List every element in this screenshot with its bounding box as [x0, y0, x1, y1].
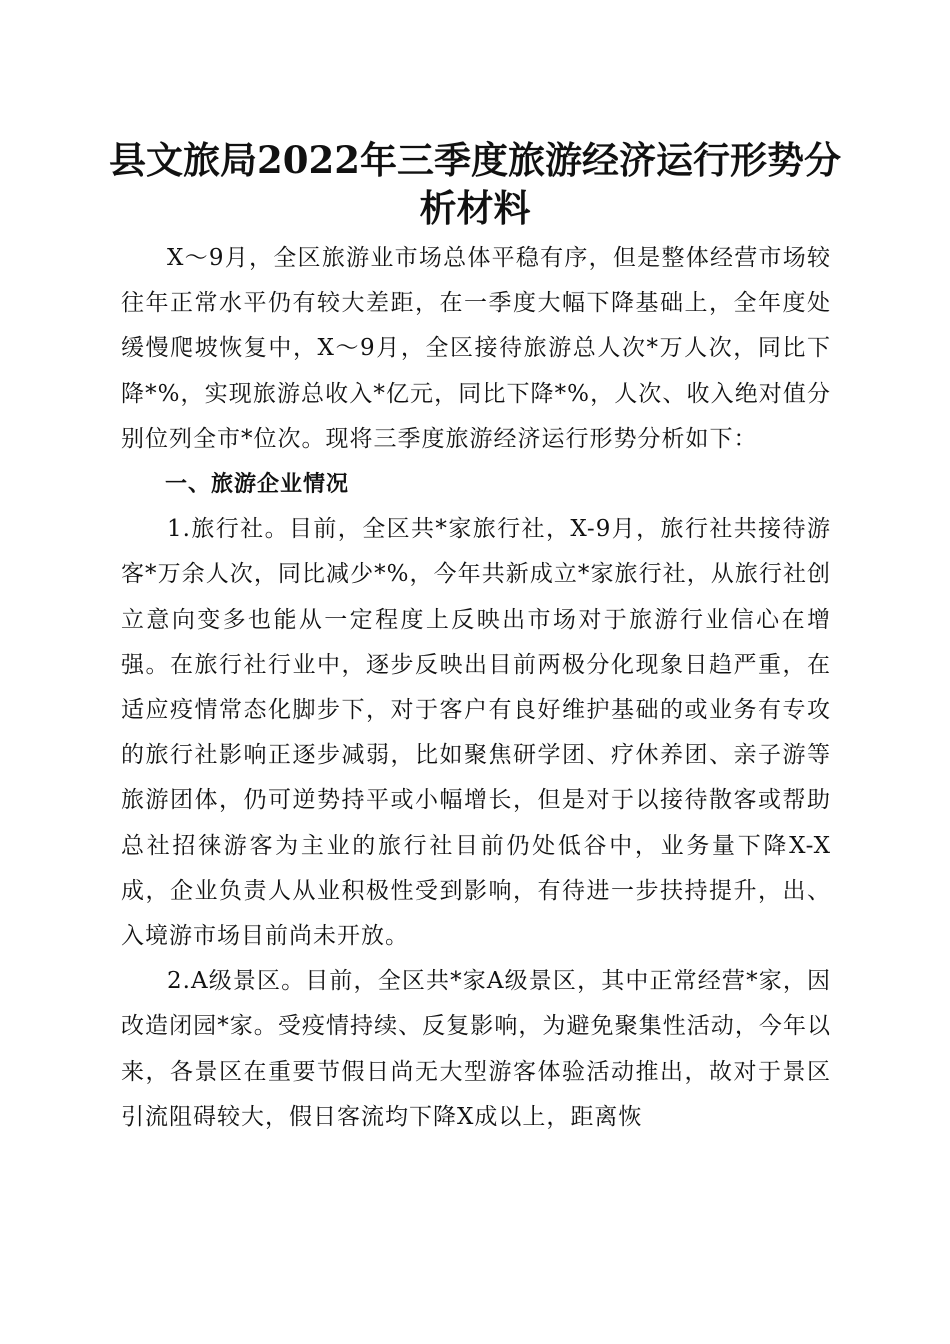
document-title: 县文旅局2022年三季度旅游经济运行形势分析材料 [109, 138, 841, 230]
section-heading-tourism-enterprises: 一、旅游企业情况 [165, 472, 350, 498]
intro-paragraph: X～9月，全区旅游业市场总体平稳有序，但是整体经营市场较往年正常水平仍有较大差距，在一季度大幅下降基础上，全年度处缓慢爬坡恢复中，X～9月，全区接待旅游总人次*万人次，同比下降*%，实现旅游总收入*亿元，同比下降*%，人次、收入绝对值分别位列全市*位次。现将三季度旅游经济运行形势分析如下： [121, 245, 831, 452]
paragraph-a-level-scenic-areas: 2.A级景区。目前，全区共*家A级景区，其中正常经营*家，因改造闭园*家。受疫情持续、反复影响，为避免聚集性活动，今年以来，各景区在重要节假日尚无大型游客体验活动推出，故对于景区引流阻碍较大，假日客流均下降X成以上，距离恢 [121, 968, 831, 1130]
document-body [121, 236, 831, 1140]
paragraph-travel-agencies: 1.旅行社。目前，全区共*家旅行社，X-9月，旅行社共接待游客*万余人次，同比减少*%，今年共新成立*家旅行社，从旅行社创立意向变多也能从一定程度上反映出市场对于旅游行业信心在增强。在旅行社行业中，逐步反映出目前两极分化现象日趋严重，在适应疫情常态化脚步下，对于客户有良好维护基础的或业务有专攻的旅行社影响正逐步减弱，比如聚焦研学团、疗休养团、亲子游等旅游团体，仍可逆势持平或小幅增长，但是对于以接待散客或帮助总社招徕游客为主业的旅行社目前仍处低谷中，业务量下降X-X成，企业负责人从业积极性受到影响，有待进一步扶持提升，出、入境游市场目前尚未开放。 [121, 516, 831, 950]
